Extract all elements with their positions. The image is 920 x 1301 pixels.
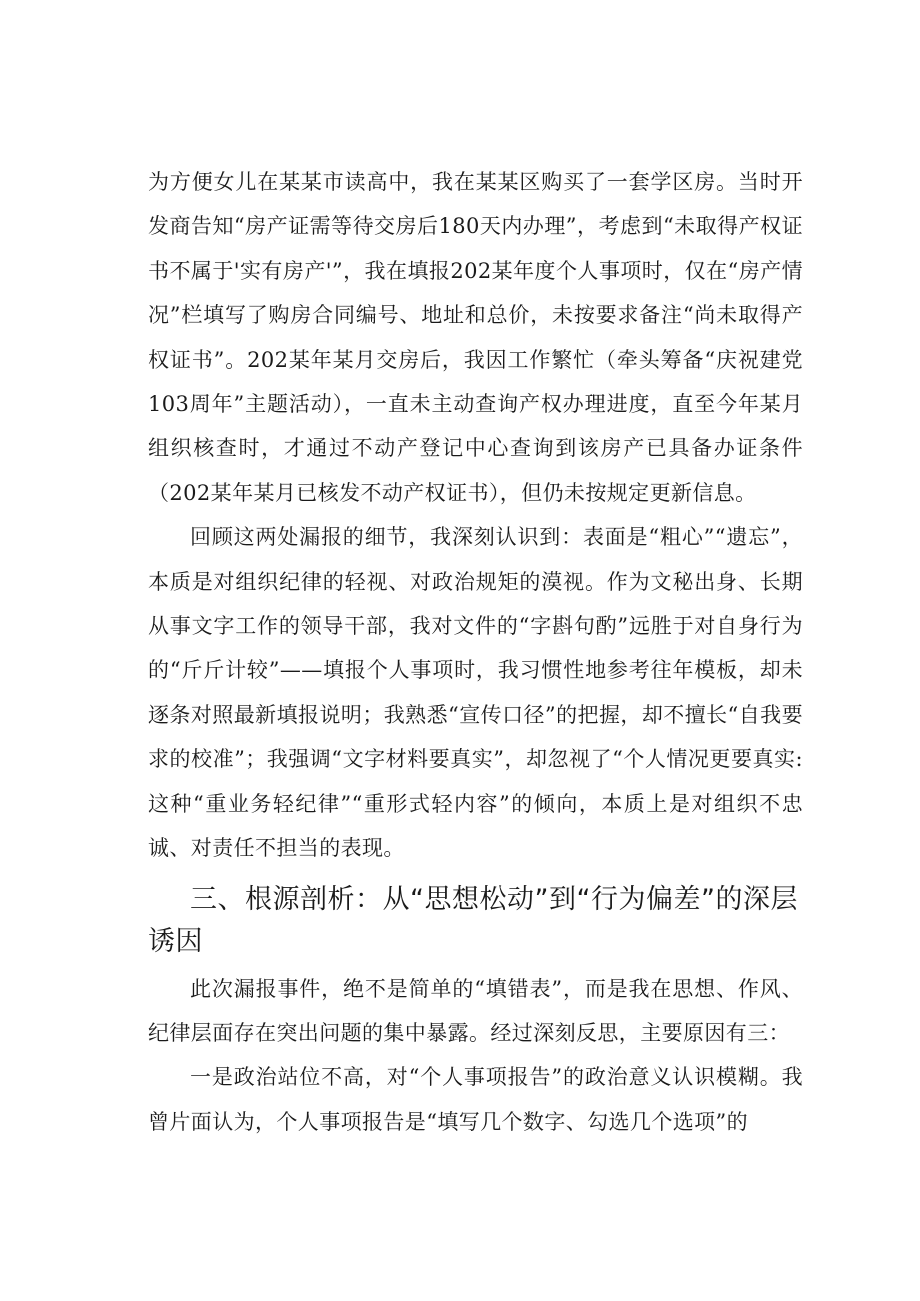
paragraph-cause-intro: 此次漏报事件，绝不是简单的“填错表”，而是我在思想、作风、纪律层面存在突出问题的集中暴露。经过深刻反思，主要原因有三：: [148, 976, 803, 1045]
paragraph-reflection: 回顾这两处漏报的细节，我深刻认识到：表面是“粗心”“遗忘”，本质是对组织纪律的轻视、对政治规矩的漠视。作为文秘出身、长期从事文字工作的领导干部，我对文件的“字斟句酌”远胜于对自身行为的“斤斤计较”——填报个人事项时，我习惯性地参考往年模板，却未逐条对照最新填报说明；我熟悉“宣传口径”的把握，却不擅长“自我要求的校准”；我强调“文字材料要真实”，却忽视了“个人情况更要真实:这种“重业务轻纪律”“重形式轻内容”的倾向，本质上是对组织不忠诚、对责任不担当的表现。: [148, 525, 803, 861]
section-heading: 三、根源剖析：从“思想松动”到“行为偏差”的深层诱因: [148, 883, 798, 957]
paragraph-house-purchase: 为方便女儿在某某市读高中，我在某某区购买了一套学区房。当时开发商告知“房产证需等待交房后180天内办理”，考虑到“未取得产权证书不属于'实有房产'”，我在填报202某年度个人事项时，仅在“房产情况”栏填写了购房合同编号、地址和总价，未按要求备注“尚未取得产权证书”。202某年某月交房后，我因工作繁忙（牵头筹备“庆祝建党103周年”主题活动），一直未主动查询产权办理进度，直至今年某月组织核查时，才通过不动产登记中心查询到该房产已具备办证条件（202某年某月已核发不动产权证书），但仍未按规定更新信息。: [148, 170, 803, 505]
paragraph-cause-one: 一是政治站位不高，对“个人事项报告”的政治意义认识模糊。我曾片面认为，个人事项报告是“填写几个数字、勾选几个选项”的: [148, 1065, 803, 1134]
document-body: [148, 160, 803, 1144]
